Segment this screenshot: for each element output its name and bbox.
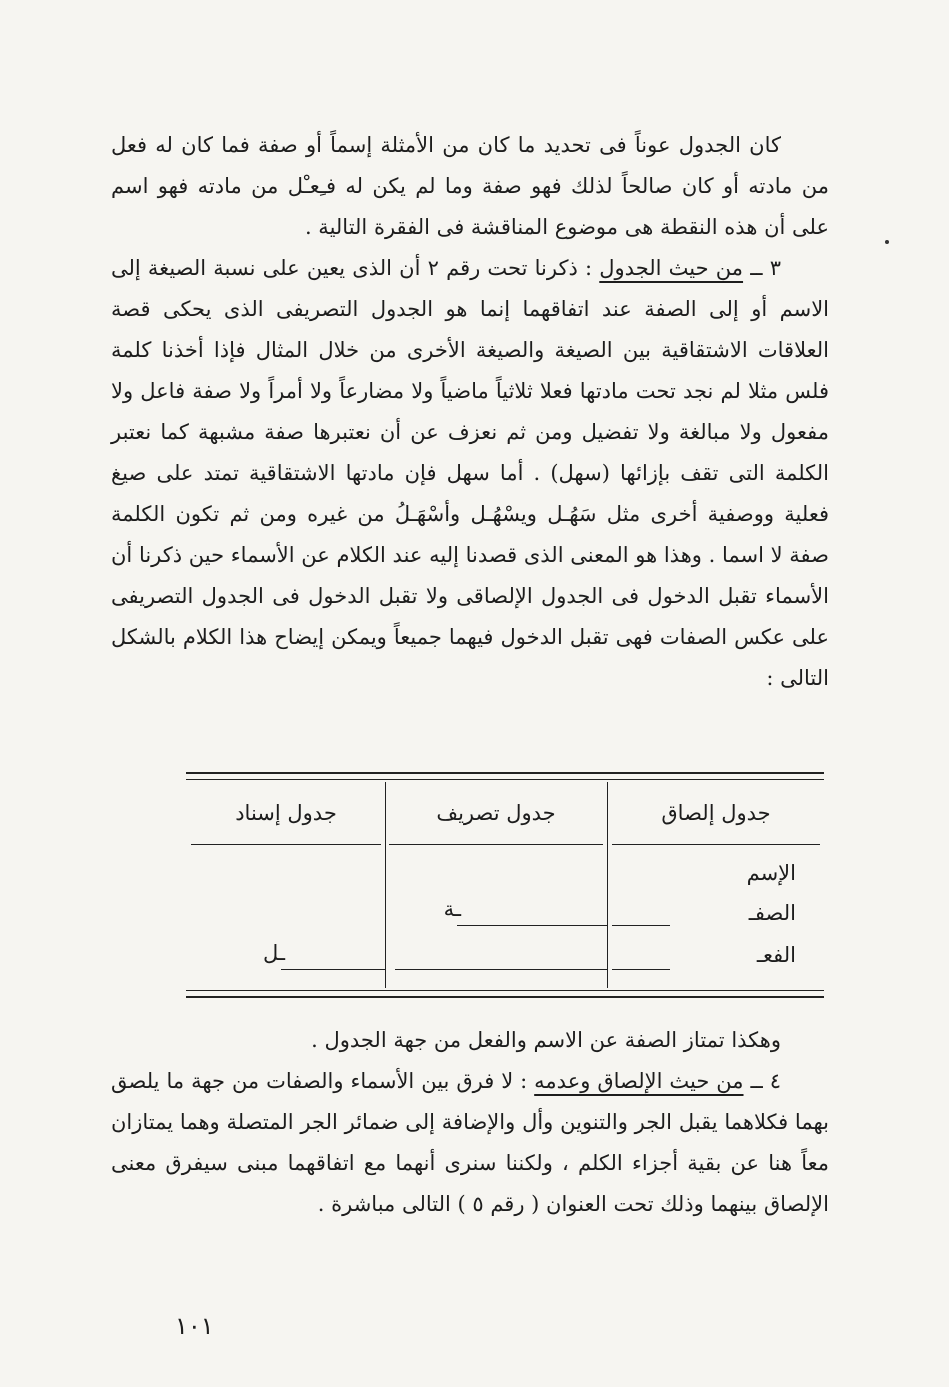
- body-text-top: [111, 125, 829, 699]
- dash-line: [612, 969, 670, 970]
- section-heading: من حيث الإلصاق وعدمه: [534, 1069, 744, 1093]
- dash-line: [395, 969, 607, 970]
- paragraph-1: كان الجدول عوناً فى تحديد ما كان من الأمثلة إسماً أو صفة فما كان له فعل من مادته أو كان صالحاً لذلك فهو صفة وما لم يكن له فـِعـْل من مادته فهو اسم على أن هذه النقطة هى موضوع المناقشة فى الفقرة التالية .: [111, 133, 829, 239]
- paragraph-3: وهكذا تمتاز الصفة عن الاسم والفعل من جهة الجدول .: [311, 1028, 781, 1052]
- column-ilsaq: [608, 782, 824, 988]
- dash-line: [281, 969, 385, 970]
- paragraph-2-body: : ذكرنا تحت رقم ٢ أن الذى يعين على نسبة الصيغة إلى الاسم أو إلى الصفة عند اتفاقهما إنما هو الجدول التصريفى الذى يحكى قصة العلاقات الاشتقاقية بين الصيغة والصيغة الأخرى من خلال المثال فإذا أخذنا كلمة فلس مثلا لم نجد تحت مادتها فعلا ثلاثياً ماضياً ولا مضارعاً ولا أمراً ولا صفة فاعل ولا مفعول ولا مبالغة ولا تفضيل ومن ثم نعزف عن أن نعتبرها صفة مشبهة كما نعتبر الكلمة التى تقف بإزائها (سهل) . أما سهل فإن مادتها الاشتقاقية تمتد على صيغ فعلية ووصفية أخرى مثل سَهُـل ويسْهُـل وأسْهَـلُ من غيره ومن ثم تكون الكلمة صفة لا اسما . وهذا هو المعنى الذى قصدنا إليه عند الكلام عن الأسماء حين ذكرنا أن الأسماء تقبل الدخول فى الجدول الإلصاقى ولا تقبل الدخول فى الجدول التصريفى على عكس الصفات فهى تقبل الدخول فيهما جميعاً ويمكن إيضاح هذا الكلام بالشكل التالى :: [111, 256, 829, 690]
- body-text-bottom: [111, 1020, 829, 1225]
- column-tasrif: [385, 782, 608, 988]
- margin-mark: [885, 240, 889, 244]
- paragraph-4-body: : لا فرق بين الأسماء والصفات من جهة ما يلصق بهما فكلاهما يقبل الجر والتنوين وأل والإضافة إلى ضمائر الجر المتصلة وهما يمتازان معاً هنا عن بقية أجزاء الكلم ، ولكننا سنرى أنهما مع اتفاقهما مبنى سيفرق معنى الإلصاق بينهما وذلك تحت العنوان ( رقم ٥ ) التالى مباشرة .: [111, 1069, 829, 1216]
- row-label-sifa: الصفـ: [748, 901, 796, 925]
- header-ilsaq: جدول إلصاق: [612, 782, 820, 845]
- section-number: ٤ ــ: [743, 1069, 782, 1093]
- dash-line: [457, 925, 607, 926]
- section-heading: من حيث الجدول: [599, 256, 744, 280]
- dash-line: [612, 925, 670, 926]
- paragraph-4: [111, 1061, 829, 1225]
- paragraph-2: [111, 248, 829, 699]
- row-label-ism: الإسم: [746, 861, 796, 885]
- header-tasrif: جدول تصريف: [389, 782, 603, 845]
- tables-figure: [186, 772, 824, 998]
- column-isnad: [187, 782, 386, 988]
- row-suffix-fil: ـل: [262, 941, 285, 965]
- page-number: ١٠١: [175, 1312, 214, 1340]
- section-number: ٣ ــ: [743, 256, 782, 280]
- header-isnad: جدول إسناد: [191, 782, 381, 845]
- row-suffix-sifa: ـة: [443, 897, 461, 921]
- row-label-fil: الفعـ: [756, 943, 796, 967]
